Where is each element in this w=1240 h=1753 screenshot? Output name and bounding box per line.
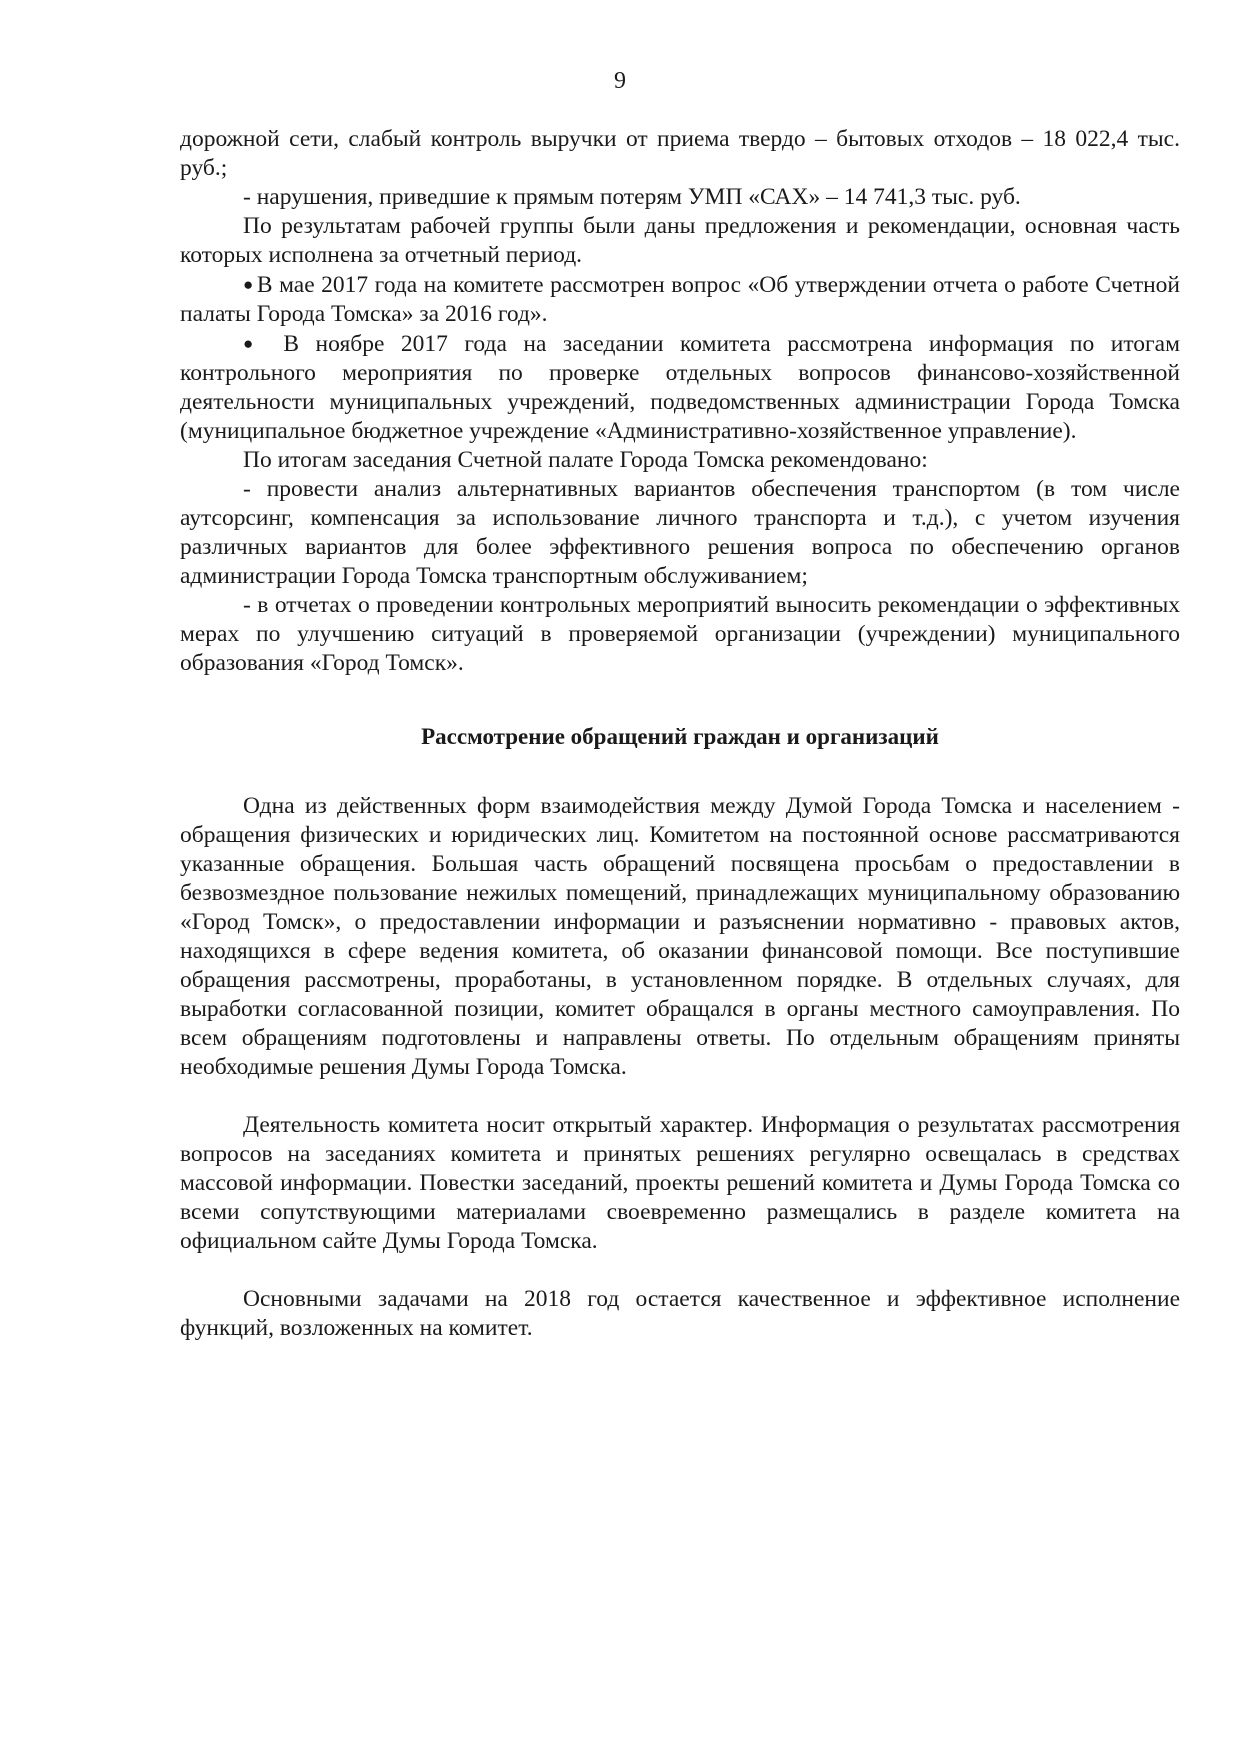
paragraph-recommendation-reports: - в отчетах о проведении контрольных мероприятий выносить рекомендации о эффективных мерах по улучшению ситуаций в проверяемой организации (учреждении) муниципального образования «Город Томск». [180, 592, 1180, 676]
paragraph-violations: - нарушения, приведшие к прямым потерям УМП «САХ» – 14 741,3 тыс. руб. [243, 184, 1021, 210]
bullet-item-may-text: В мае 2017 года на комитете рассмотрен вопрос «Об утверждении отчета о работе Счетной палаты Города Томска» за 2016 год». [180, 272, 1180, 327]
bullet-item-november-text: В ноябре 2017 года на заседании комитета рассмотрена информация по итогам контрольного мероприятия по проверке отдельных вопросов финансово-хозяйственной деятельности муниципальных учреждений, подведомственных администрации Города Томска (муниципальное бюджетное учреждение «Административно-хозяйственное управление). [180, 331, 1180, 444]
section-heading: Рассмотрение обращений граждан и организаций [421, 724, 939, 749]
paragraph-tasks-2018: Основными задачами на 2018 год остается качественное и эффективное исполнение функций, возложенных на комитет. [180, 1286, 1180, 1341]
bullet-icon: ● [243, 334, 264, 353]
bullet-item-may [180, 270, 1180, 329]
paragraph-appeals: Одна из действенных форм взаимодействия между Думой Города Томска и населением - обращения физических и юридических лиц. Комитетом на постоянной основе рассматриваются указанные обращения. Большая часть обращений посвящена просьбам о предоставлении в безвозмездное пользование нежилых помещений, принадлежащих муниципальному образованию «Город Томск», о предоставлении информации и разъяснении нормативно - правовых актов, находящихся в сфере ведения комитета, об оказании финансовой помощи. Все поступившие обращения рассмотрены, проработаны, в установленном порядке. В отдельных случаях, для выработки согласованной позиции, комитет обращался в органы местного самоуправления. По всем обращениям подготовлены и направлены ответы. По отдельным обращениям приняты необходимые решения Думы Города Томска. [180, 793, 1180, 1080]
bullet-item-november [180, 329, 1180, 446]
paragraph-recommendation-transport: - провести анализ альтернативных вариантов обеспечения транспортом (в том числе аутсорсинг, компенсация за использование личного транспорта и т.д.), с учетом изучения различных вариантов для более эффективного решения вопроса по обеспечению органов администрации Города Томска транспортным обслуживанием; [180, 476, 1180, 589]
page-number: 9 [614, 68, 626, 94]
bullet-icon: ● [243, 275, 254, 294]
paragraph-continuation: дорожной сети, слабый контроль выручки от приема твердо – бытовых отходов – 18 022,4 тыс. руб.; [180, 126, 1180, 181]
paragraph-recommendations-intro: По итогам заседания Счетной палате Города Томска рекомендовано: [243, 447, 928, 473]
paragraph-openness: Деятельность комитета носит открытый характер. Информация о результатах рассмотрения вопросов на заседаниях комитета и принятых решениях регулярно освещалась в средствах массовой информации. Повестки заседаний, проекты решений комитета и Думы Города Томска со всеми сопутствующими материалами своевременно размещались в разделе комитета на официальном сайте Думы Города Томска. [180, 1112, 1180, 1254]
document-body [180, 125, 1180, 1343]
paragraph-working-group: По результатам рабочей группы были даны предложения и рекомендации, основная часть которых исполнена за отчетный период. [180, 213, 1180, 268]
